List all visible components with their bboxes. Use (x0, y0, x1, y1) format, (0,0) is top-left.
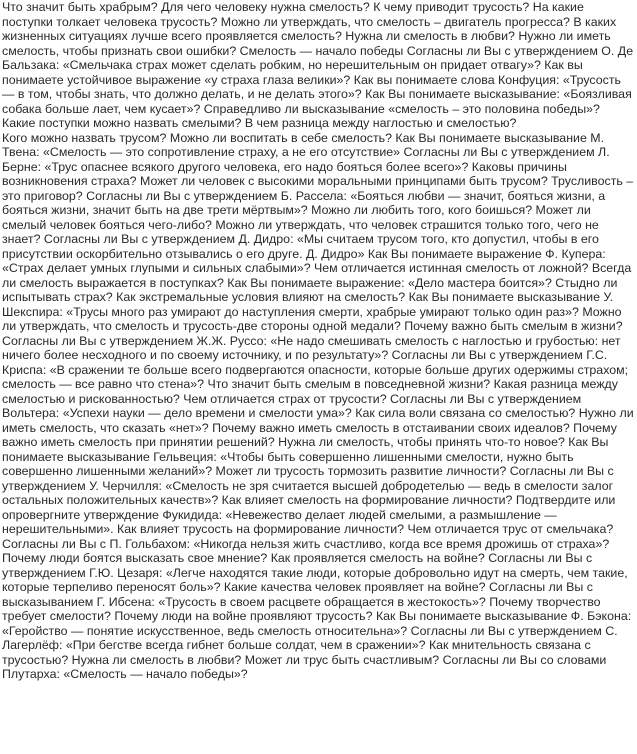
paragraph-1: Что значит быть храбрым? Для чего человеку нужна смелость? К чему приводит трусость? На какие поступки толкает человека трусость? Можно ли утверждать, что смелость – двигатель прогресса? В каких жизненных ситуациях лучше всего проявляется смелость? Нужна ли смелость в любви? Нужно ли иметь смелость, чтобы признать свои ошибки? Смелость — начало победы Согласны ли Вы с утверждением О. Де Бальзака: «Смельчака страх может сделать робким, но нерешительным он придает отвагу»? Как вы понимаете устойчивое выражение «у страха глаза велики»? Как вы понимаете слова Конфуция: «Трусость — в том, чтобы знать, что должно делать, и не делать этого»? Как Вы понимаете высказывание: «Боязливая собака больше лает, чем кусает»? Справедливо ли высказывание «смелость – это половина победы»? Какие поступки можно назвать смелыми? В чем разница между наглостью и смелостью? (2, 0, 634, 130)
paragraph-2: Кого можно назвать трусом? Можно ли воспитать в себе смелость? Как Вы понимаете высказывание М. Твена: «Смелость — это сопротивление страху, а не его отсутствие» Согласны ли Вы с утверждением Л. Берне: «Трус опаснее всякого другого человека, его надо бояться более всего»? Каковы причины возникновения страха? Может ли человек с высокими моральными принципами быть трусом? Трусливость –это приговор? Согласны ли Вы с утверждением Б. Рассела: «Бояться любви — значит, бояться жизни, а бояться жизни, значит быть на две трети мёртвым»? Можно ли любить того, кого боишься? Может ли смелый человек бояться чего-либо? Можно ли утверждать, что человек страшится только того, чего не знает? Согласны ли Вы с утверждением Д. Дидро: «Мы считаем трусом того, кто допустил, чтобы в его присутствии оскорбительно отзывались о его друге. Д. Дидро» Как Вы понимаете выражение Ф. Купера: «Страх делает умных глупыми и сильных слабыми»? Чем отличается истинная смелость от ложной? Всегда ли смелость выражается в поступках? Как Вы понимаете выражение: «Дело мастера боится»? Стыдно ли испытывать страх? Как экстремальные условия влияют на смелость? Как Вы понимаете высказывание У. Шекспира: «Трусы много раз умирают до наступления смерти, храбрые умирают только один раз»? Можно ли утверждать, что смелость и трусость-две стороны одной медали? Почему важно быть смелым в жизни? Согласны ли Вы с утверждением Ж.Ж. Руссо: «Не надо смешивать смелость с наглостью и грубостью: нет ничего более несходного и по своему источнику, и по результату»? Согласны ли Вы с утверждением Г.С. Криспа: «В сражении те больше всего подвергаются опасности, которые больше других одержимы страхом; смелость — все равно что стена»? Что значит быть смелым в повседневной жизни? Какая разница между смелостью и рискованностью? Чем отличается страх от трусости? Согласны ли Вы с утверждением Вольтера: «Успехи науки — дело времени и смелости ума»? Как сила воли связана со смелостью? Нужно ли иметь смелость, что сказать «нет»? Почему важно иметь смелость в отстаивании своих идеалов? Почему важно иметь смелость при принятии решений? Нужна ли смелость, чтобы принять что-то новое? Как Вы понимаете высказывание Гельвеция: «Чтобы быть совершенно лишенными смелости, нужно быть совершенно лишенными желаний»? Может ли трусость тормозить развитие личности? Согласны ли Вы с утверждением У. Черчилля: «Смелость не зря считается высшей добродетелью — ведь в смелости залог остальных положительных качеств»? Как влияет смелость на формирование личности? Подтвердите или опровергните утверждение Фукидида: «Невежество делает людей смелыми, а размышление — нерешительными». Как влияет трусость на формирование личности? Чем отличается трус от смельчака? Согласны ли Вы с П. Гольбахом: «Никогда нельзя жить счастливо, когда все время дрожишь от страха»? Почему люди боятся высказать свое мнение? Как проявляется смелость на войне? Согласны ли Вы с утверждением Г.Ю. Цезаря: «Легче находятся такие люди, которые добровольно идут на смерть, чем такие, которые терпеливо переносят боль»? Какие качества человек проявляет на войне? Согласны ли Вы с высказыванием Г. Ибсена: «Трусость в своем расцвете обращается в жестокость»? Почему творчество требует смелости? Почему люди на войне проявляют трусость? Как Вы понимаете высказывание Ф. Бэкона: «Геройство — понятие искусственное, ведь смелость относительна»? Согласны ли Вы с утверждением С. Лагерлёф: «При бегстве всегда гибнет больше солдат, чем в сражении»? Как мнительность связана с трусостью? Нужна ли смелость в любви? Может ли трус быть счастливым? Согласны ли Вы со словами Плутарха: «Смелость — начало победы»? (2, 130, 634, 681)
